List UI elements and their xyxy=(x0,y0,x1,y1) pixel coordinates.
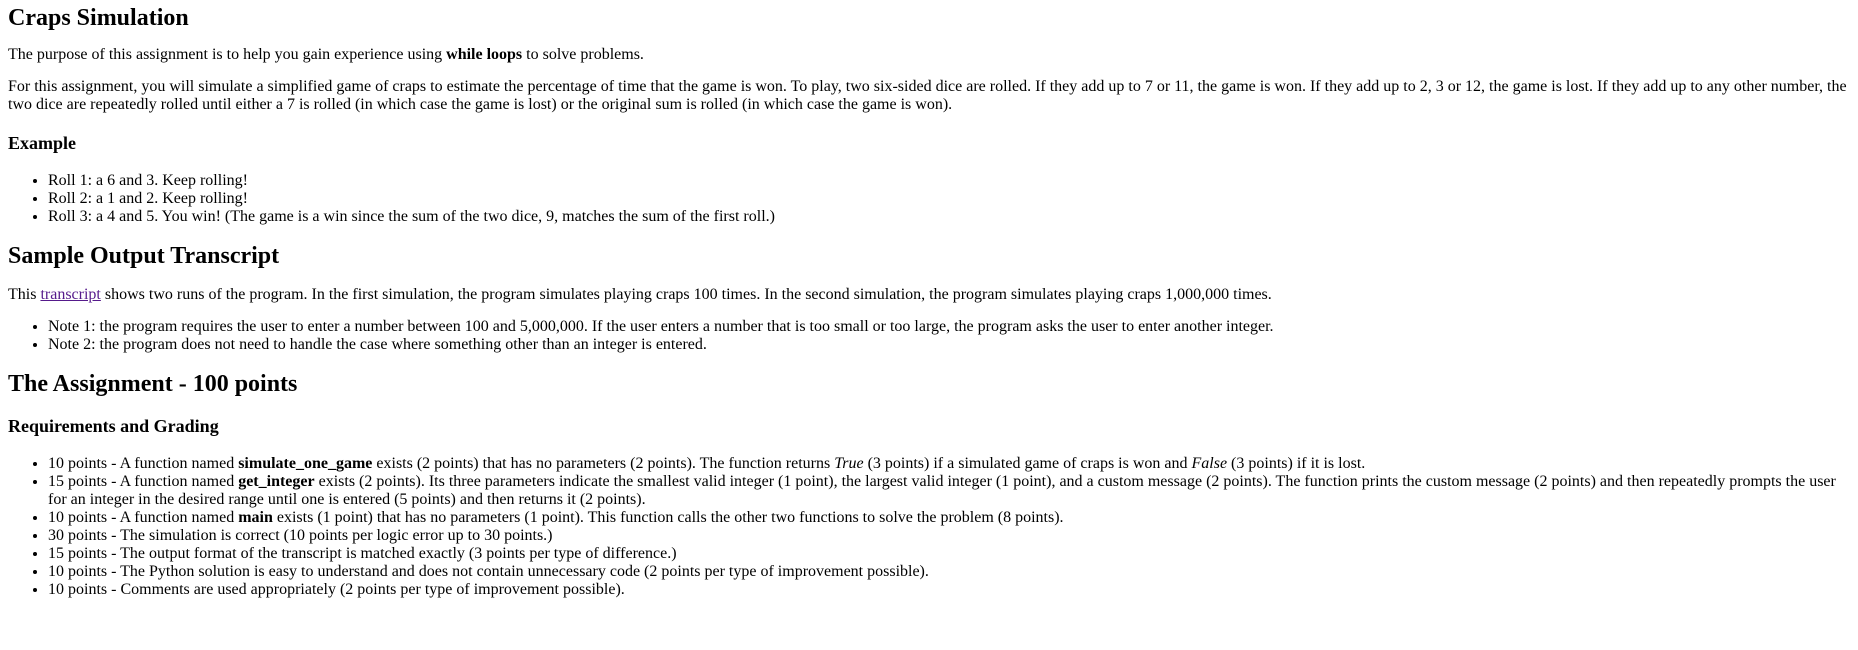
page-title: Craps Simulation xyxy=(8,5,189,31)
return-false: False xyxy=(1191,455,1228,472)
list-item xyxy=(48,455,1850,473)
grading-list xyxy=(8,455,1850,599)
item-text: 15 points - A function named xyxy=(48,473,239,490)
list-item: • Roll 3: a 4 and 5. You win! (The game is a win since the sum of the two dice, 9, matches the sum of the first roll.) xyxy=(48,208,1850,226)
description-paragraph: For this assignment, you will simulate a simplified game of craps to estimate the percentage of time that the game is won. To play, two six-sided dice are rolled. If they add up to 7 or 11, the game is won. If they add up to 2, 3 or 12, the game is lost. If they add up to any other number, the two dice are repeatedly rolled until either a 7 is rolled (in which case the game is lost) or the original sum is rolled (in which case the game is won). xyxy=(8,78,1847,113)
list-item: • 10 points - Comments are used appropriately (2 points per type of improvement possible). xyxy=(48,581,1850,599)
item-text: exists (2 points) that has no parameters (2 points). The function returns xyxy=(372,455,835,472)
intro-paragraph xyxy=(8,46,1850,64)
page xyxy=(0,4,1858,599)
intro-text-before: The purpose of this assignment is to help you gain experience using xyxy=(8,46,447,63)
sample-paragraph xyxy=(8,286,1850,304)
function-name: main xyxy=(238,509,273,526)
list-item: • Roll 2: a 1 and 2. Keep rolling! xyxy=(48,190,1850,208)
example-list xyxy=(8,172,1850,226)
sample-text-before: This xyxy=(8,286,41,303)
list-item: • 10 points - The Python solution is easy to understand and does not contain unnecessary code (2 points per type of improvement possible). xyxy=(48,563,1850,581)
list-item: • 15 points - The output format of the transcript is matched exactly (3 points per type of difference.) xyxy=(48,545,1850,563)
function-name: simulate_one_game xyxy=(238,455,373,472)
return-true: True xyxy=(834,455,864,472)
notes-list xyxy=(8,318,1850,354)
example-heading: Example xyxy=(8,133,77,153)
list-item: • 30 points - The simulation is correct (10 points per logic error up to 30 points.) xyxy=(48,527,1850,545)
requirements-heading: Requirements and Grading xyxy=(8,416,219,436)
list-item: • Roll 1: a 6 and 3. Keep rolling! xyxy=(48,172,1850,190)
item-text: (3 points) if it is lost. xyxy=(1227,455,1366,472)
list-item: • Note 2: the program does not need to handle the case where something other than an integer is entered. xyxy=(48,336,1850,354)
intro-bold-term: while loops xyxy=(446,46,523,63)
item-text: exists (2 points). Its three parameters indicate the smallest valid integer (1 point), the largest valid integer (1 point), and a custom message (2 points). The function prints the custom message (2 points) and then repeatedly prompts the user for an integer in the desired range until one is entered (5 points) and then returns it (2 points). xyxy=(48,473,1836,508)
transcript-link[interactable]: transcript xyxy=(40,286,101,303)
item-text: (3 points) if a simulated game of craps is won and xyxy=(863,455,1192,472)
item-text: exists (1 point) that has no parameters (1 point). This function calls the other two functions to solve the problem (8 points). xyxy=(272,509,1064,526)
list-item xyxy=(48,473,1850,509)
item-text: 10 points - A function named xyxy=(48,509,239,526)
sample-text-after: shows two runs of the program. In the first simulation, the program simulates playing craps 100 times. In the second simulation, the program simulates playing craps 1,000,000 times. xyxy=(100,286,1272,303)
list-item xyxy=(48,509,1850,527)
item-text: 10 points - A function named xyxy=(48,455,239,472)
assignment-heading: The Assignment - 100 points xyxy=(8,371,298,397)
list-item: • Note 1: the program requires the user to enter a number between 100 and 5,000,000. If the user enters a number that is too small or too large, the program asks the user to enter another integer. xyxy=(48,318,1850,336)
function-name: get_integer xyxy=(238,473,315,490)
sample-output-heading: Sample Output Transcript xyxy=(8,243,280,269)
intro-text-after: to solve problems. xyxy=(522,46,644,63)
